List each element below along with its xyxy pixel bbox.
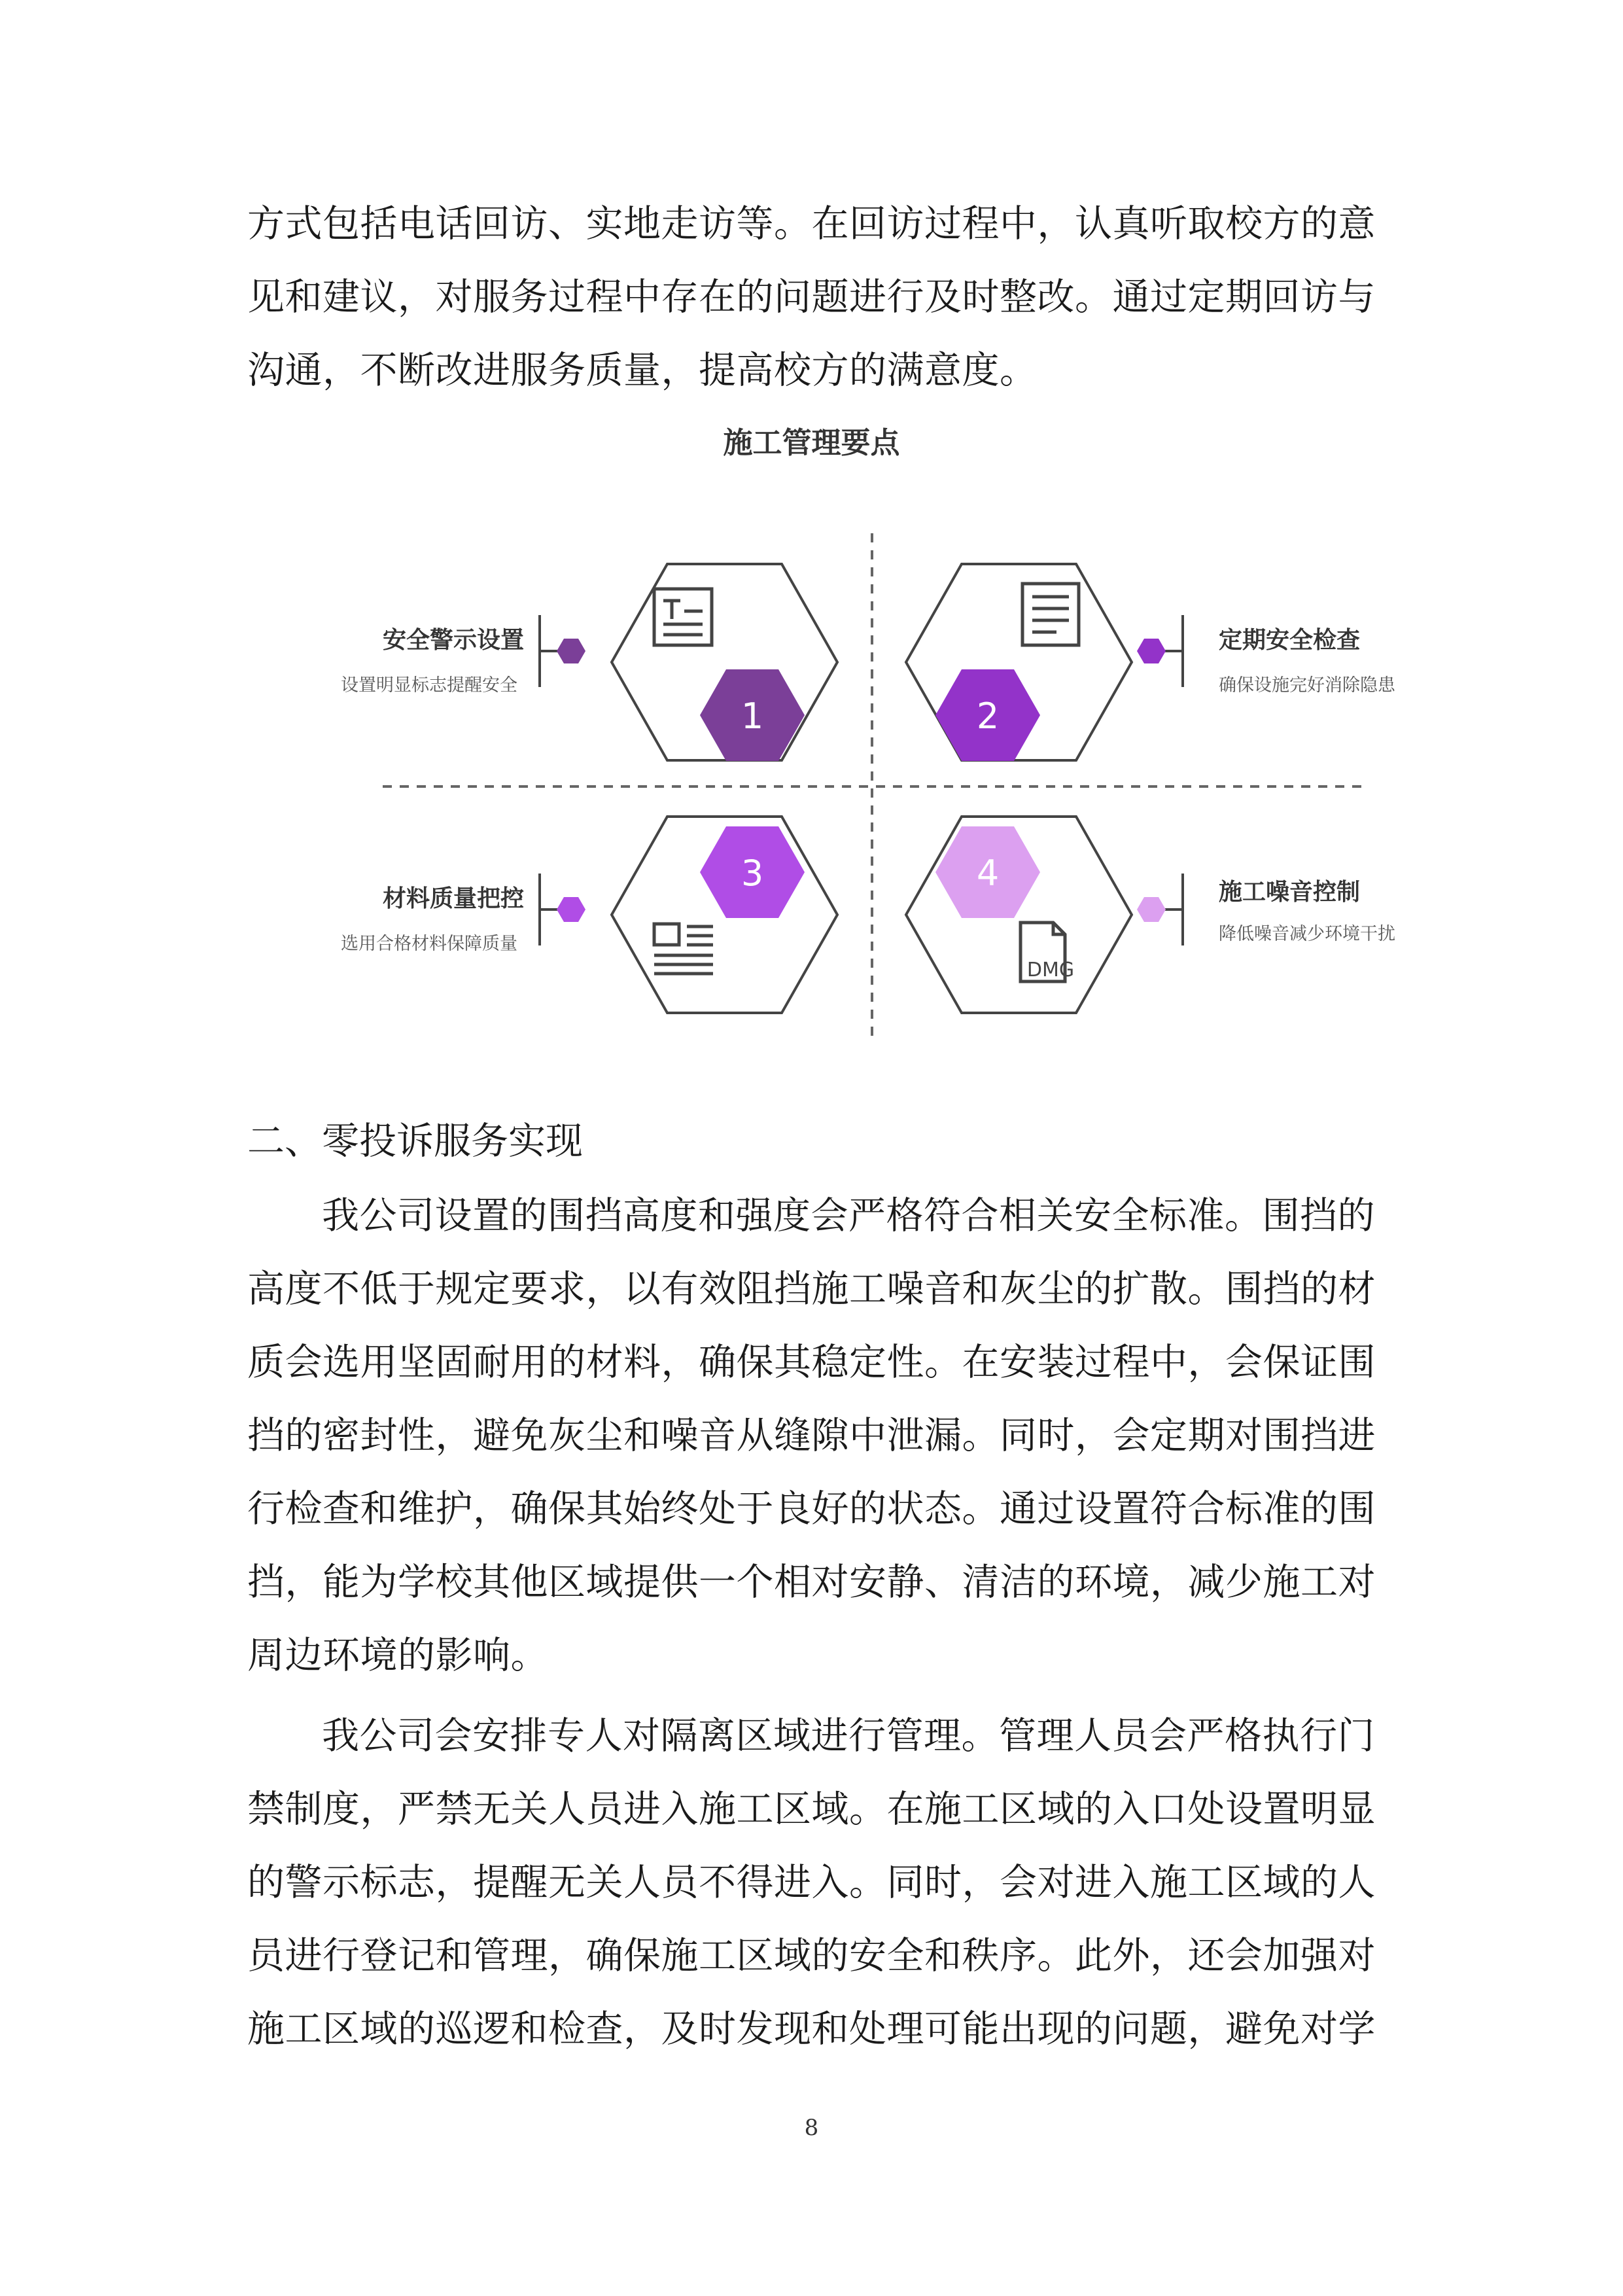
number-label-1: 1 xyxy=(741,696,764,737)
item-title-2: 定期安全检查 xyxy=(1219,627,1361,654)
item-title-1: 安全警示设置 xyxy=(382,627,524,654)
small-hexagon-3 xyxy=(557,897,585,922)
item-title-3: 材料质量把控 xyxy=(382,885,524,912)
number-label-4: 4 xyxy=(976,853,1000,894)
item-desc-1: 设置明显标志提醒安全 xyxy=(341,675,517,696)
figure-title: 施工管理要点 xyxy=(723,425,900,460)
small-hexagon-4 xyxy=(1137,897,1166,922)
article-layout-icon xyxy=(654,924,713,974)
text-document-icon xyxy=(654,589,712,645)
item-title-4: 施工噪音控制 xyxy=(1219,879,1361,906)
item-desc-4: 降低噪音减少环境干扰 xyxy=(1219,924,1395,944)
connector-4 xyxy=(1163,874,1183,945)
dmg-file-label: DMG xyxy=(1026,959,1075,981)
document-lines-icon xyxy=(1022,584,1079,645)
small-hexagon-2 xyxy=(1137,639,1166,663)
item-desc-3: 选用合格材料保障质量 xyxy=(341,934,517,954)
number-label-2: 2 xyxy=(976,696,1000,737)
item-desc-2: 确保设施完好消除隐患 xyxy=(1219,675,1395,696)
page-number: 8 xyxy=(804,2115,819,2141)
section-heading: 二、零投诉服务实现 xyxy=(247,1120,583,1163)
number-label-3: 3 xyxy=(741,853,764,894)
connector-2 xyxy=(1163,615,1183,687)
connector-1 xyxy=(540,615,559,687)
body-paragraph-2: 我公司会安排专人对隔离区域进行管理。管理人员会严格执行门禁制度，严禁无关人员进入施工区域。在施工区域的入口处设置明显的警示标志，提醒无关人员不得进入。同时，会对进入施工区域的人员进行登记和管理，确保施工区域的安全和秩序。此外，还会加强对施工区域的巡逻和检查，及时发现和处理可能出现的问题，避免对学 xyxy=(247,1714,1376,2051)
connector-3 xyxy=(540,874,559,945)
body-paragraph-1: 我公司设置的围挡高度和强度会严格符合相关安全标准。围挡的高度不低于规定要求，以有效阻挡施工噪音和灰尘的扩散。围挡的材质会选用坚固耐用的材料，确保其稳定性。在安装过程中，会保证围挡的密封性，避免灰尘和噪音从缝隙中泄漏。同时，会定期对围挡进行检查和维护，确保其始终处于良好的状态。通过设置符合标准的围挡，能为学校其他区域提供一个相对安静、清洁的环境，减少施工对周边环境的影响。 xyxy=(247,1194,1376,1677)
small-hexagon-1 xyxy=(557,639,585,663)
intro-paragraph: 方式包括电话回访、实地走访等。在回访过程中，认真听取校方的意见和建议，对服务过程中存在的问题进行及时整改。通过定期回访与沟通，不断改进服务质量，提高校方的满意度。 xyxy=(247,202,1376,392)
